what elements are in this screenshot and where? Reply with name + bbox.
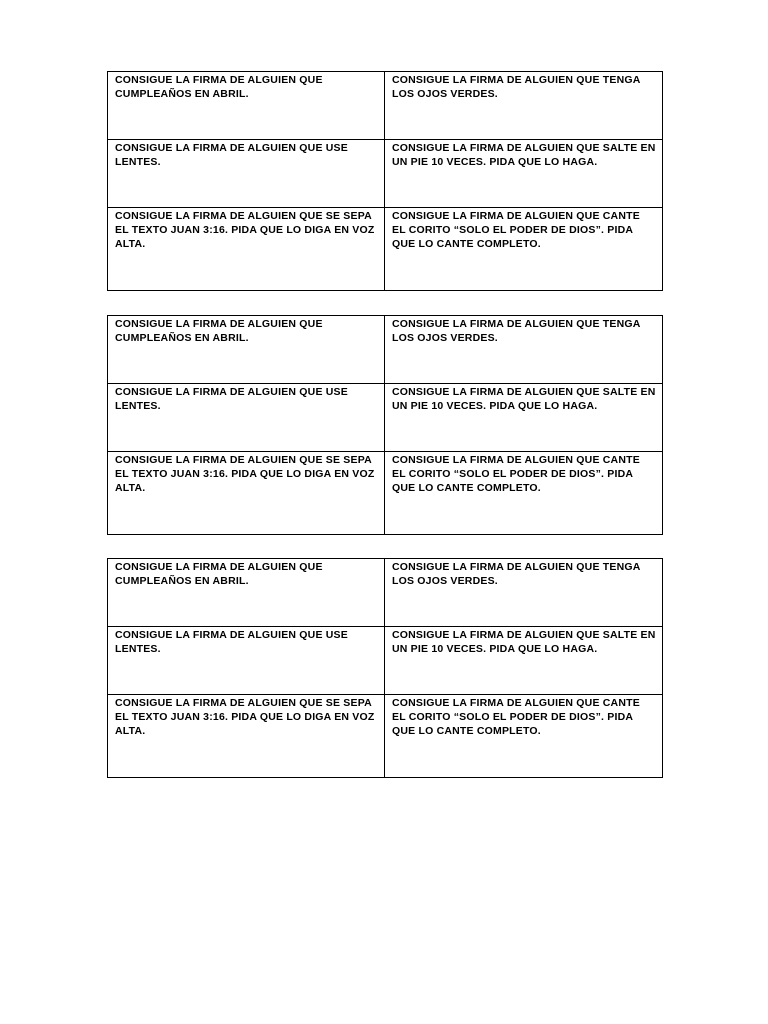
table-cell: CONSIGUE LA FIRMA DE ALGUIEN QUE CANTE EL CORITO “SOLO EL PODER DE DIOS”. PIDA QUE LO CANTE COMPLETO. [385,695,663,778]
table-row [108,140,663,208]
table-row [108,559,663,627]
table-cell: CONSIGUE LA FIRMA DE ALGUIEN QUE USE LENTES. [108,384,385,452]
table-row [108,695,663,778]
signature-card-table [107,71,663,291]
table-cell: CONSIGUE LA FIRMA DE ALGUIEN QUE TENGA LOS OJOS VERDES. [385,559,663,627]
table-cell: CONSIGUE LA FIRMA DE ALGUIEN QUE SE SEPA EL TEXTO JUAN 3:16. PIDA QUE LO DIGA EN VOZ ALTA. [108,208,385,291]
table-cell: CONSIGUE LA FIRMA DE ALGUIEN QUE SALTE EN UN PIE 10 VECES. PIDA QUE LO HAGA. [385,627,663,695]
table-cell: CONSIGUE LA FIRMA DE ALGUIEN QUE TENGA LOS OJOS VERDES. [385,316,663,384]
table-row [108,316,663,384]
table-cell: CONSIGUE LA FIRMA DE ALGUIEN QUE CANTE EL CORITO “SOLO EL PODER DE DIOS”. PIDA QUE LO CANTE COMPLETO. [385,208,663,291]
table-row [108,452,663,535]
table-cell: CONSIGUE LA FIRMA DE ALGUIEN QUE CUMPLEAÑOS EN ABRIL. [108,559,385,627]
table-row [108,627,663,695]
table-cell: CONSIGUE LA FIRMA DE ALGUIEN QUE CUMPLEAÑOS EN ABRIL. [108,316,385,384]
table-row [108,72,663,140]
table-cell: CONSIGUE LA FIRMA DE ALGUIEN QUE SE SEPA EL TEXTO JUAN 3:16. PIDA QUE LO DIGA EN VOZ ALTA. [108,452,385,535]
table-cell: CONSIGUE LA FIRMA DE ALGUIEN QUE SE SEPA EL TEXTO JUAN 3:16. PIDA QUE LO DIGA EN VOZ ALTA. [108,695,385,778]
table-cell: CONSIGUE LA FIRMA DE ALGUIEN QUE CANTE EL CORITO “SOLO EL PODER DE DIOS”. PIDA QUE LO CANTE COMPLETO. [385,452,663,535]
signature-card-table [107,558,663,778]
table-row [108,208,663,291]
table-row [108,384,663,452]
table-cell: CONSIGUE LA FIRMA DE ALGUIEN QUE SALTE EN UN PIE 10 VECES. PIDA QUE LO HAGA. [385,140,663,208]
signature-card-table [107,315,663,535]
table-cell: CONSIGUE LA FIRMA DE ALGUIEN QUE SALTE EN UN PIE 10 VECES. PIDA QUE LO HAGA. [385,384,663,452]
table-cell: CONSIGUE LA FIRMA DE ALGUIEN QUE CUMPLEAÑOS EN ABRIL. [108,72,385,140]
table-cell: CONSIGUE LA FIRMA DE ALGUIEN QUE TENGA LOS OJOS VERDES. [385,72,663,140]
table-cell: CONSIGUE LA FIRMA DE ALGUIEN QUE USE LENTES. [108,627,385,695]
table-cell: CONSIGUE LA FIRMA DE ALGUIEN QUE USE LENTES. [108,140,385,208]
